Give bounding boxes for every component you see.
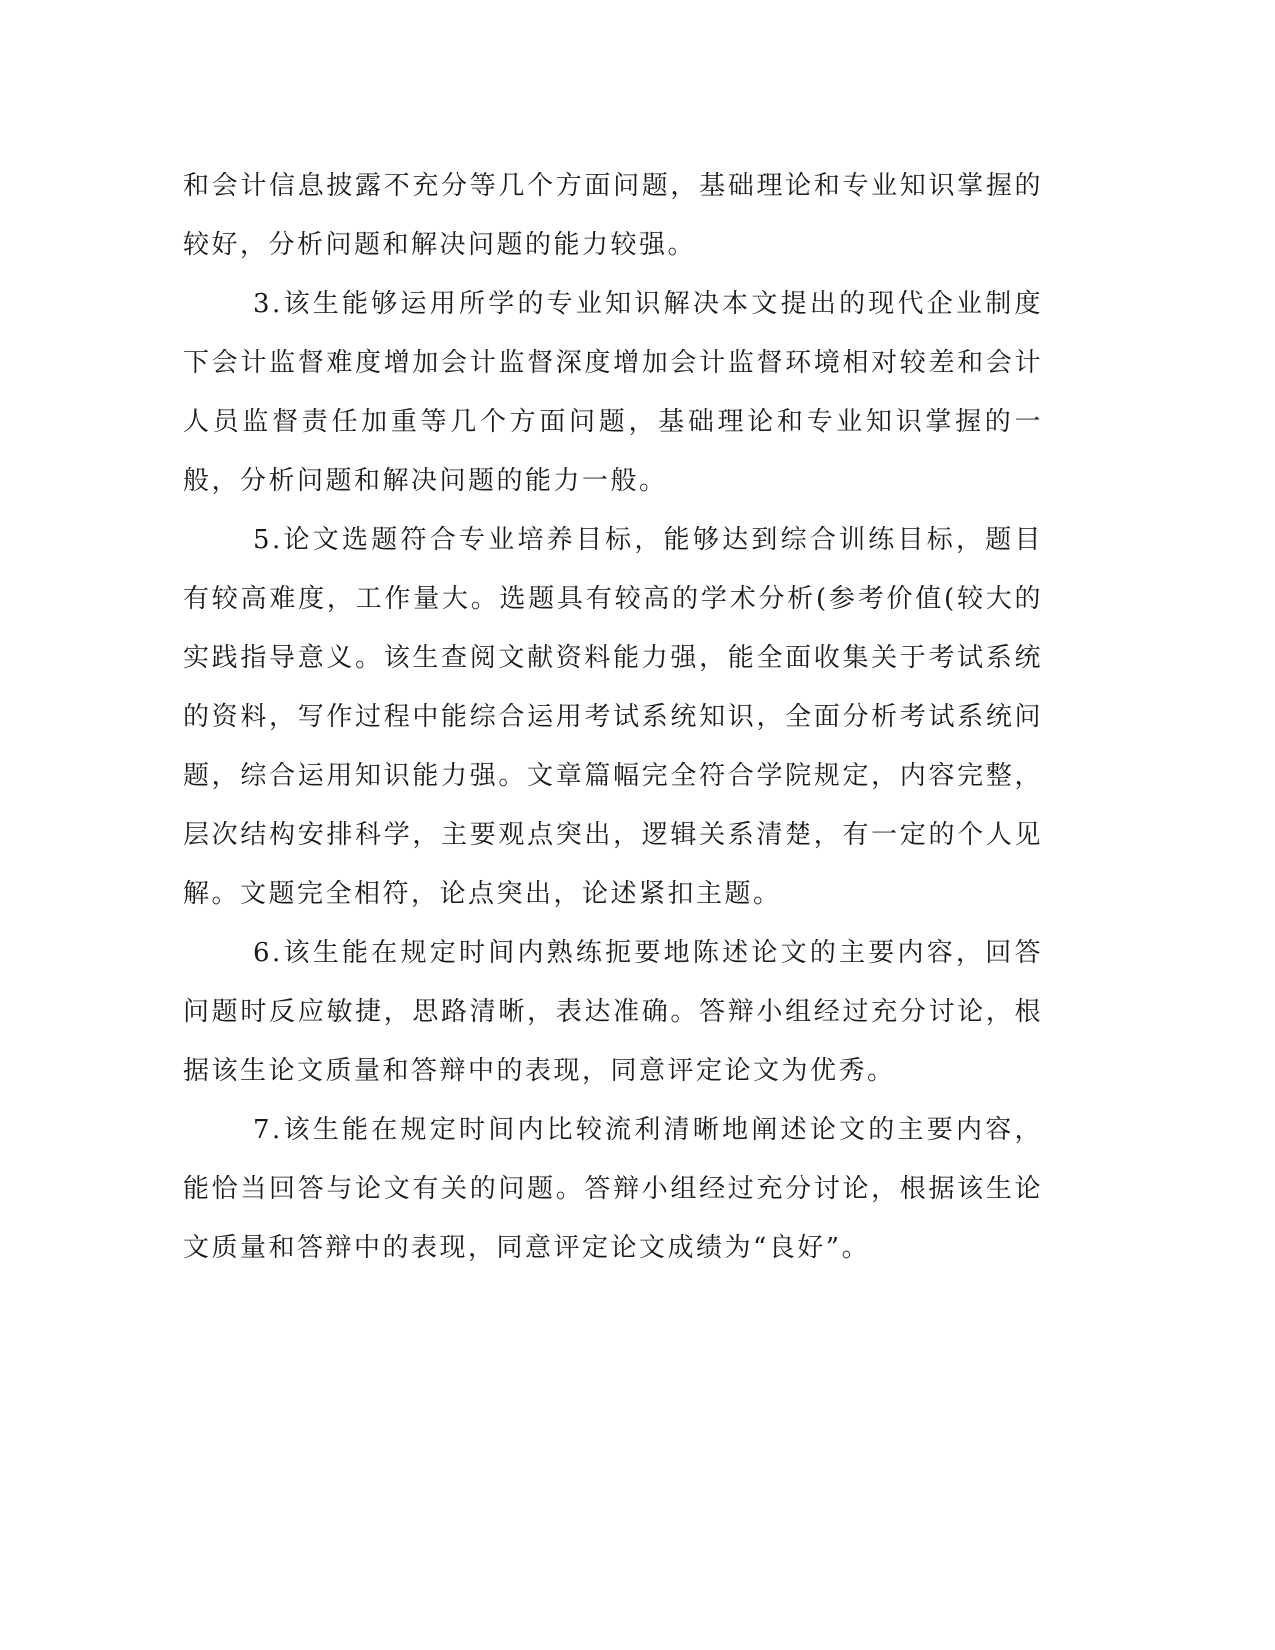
- paragraph-item-3: 3.该生能够运用所学的专业知识解决本文提出的现代企业制度下会计监督难度增加会计监督深度增加会计监督环境相对较差和会计人员监督责任加重等几个方面问题，基础理论和专业知识掌握的一般，分析问题和解决问题的能力一般。: [183, 289, 1043, 496]
- paragraph-item-5: 5.论文选题符合专业培养目标，能够达到综合训练目标，题目有较高难度，工作量大。选题具有较高的学术分析(参考价值(较大的实践指导意义。该生查阅文献资料能力强，能全面收集关于考试系统的资料，写作过程中能综合运用考试系统知识，全面分析考试系统问题，综合运用知识能力强。文章篇幅完全符合学院规定，内容完整，层次结构安排科学，主要观点突出，逻辑关系清楚，有一定的个人见解。文题完全相符，论点突出，论述紧扣主题。: [183, 525, 1043, 909]
- document-body: [183, 157, 1043, 1278]
- paragraph-continuation: 和会计信息披露不充分等几个方面问题，基础理论和专业知识掌握的较好，分析问题和解决问题的能力较强。: [183, 171, 1043, 260]
- paragraph-item-7: 7.该生能在规定时间内比较流利清晰地阐述论文的主要内容，能恰当回答与论文有关的问题。答辩小组经过充分讨论，根据该生论文质量和答辩中的表现，同意评定论文成绩为“良好”。: [183, 1115, 1043, 1263]
- paragraph-item-6: 6.该生能在规定时间内熟练扼要地陈述论文的主要内容，回答问题时反应敏捷，思路清晰，表达准确。答辩小组经过充分讨论，根据该生论文质量和答辩中的表现，同意评定论文为优秀。: [183, 938, 1043, 1086]
